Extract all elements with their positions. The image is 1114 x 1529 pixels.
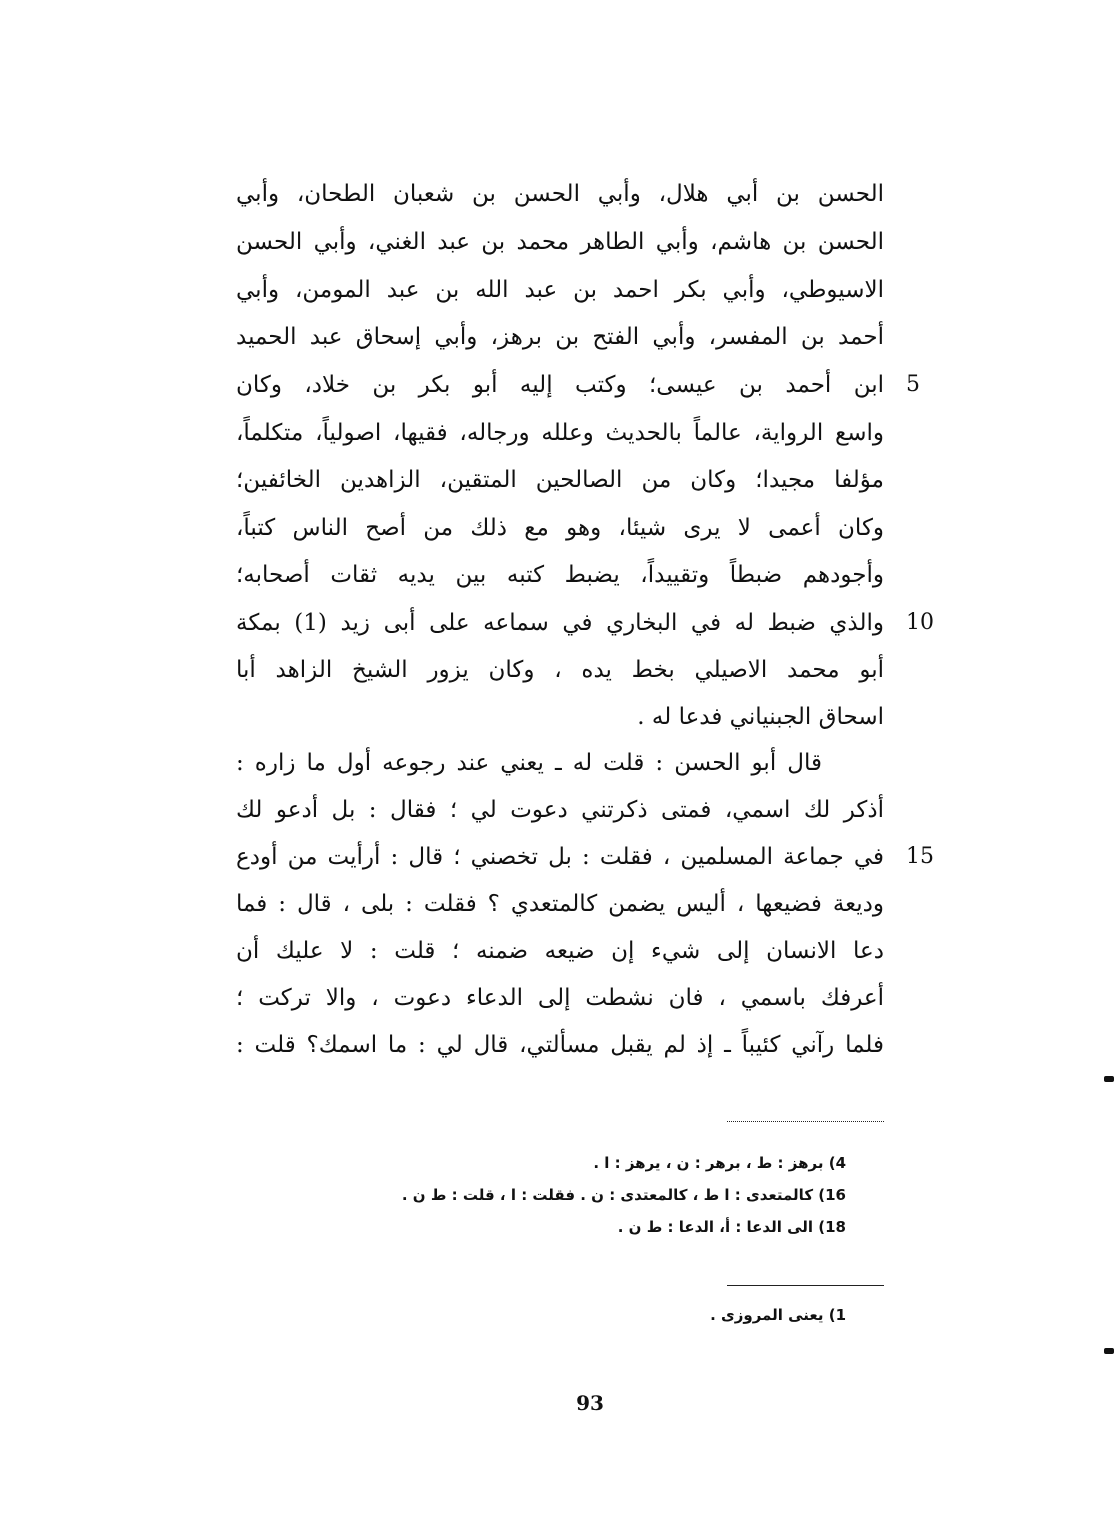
text-line: الحسن بن أبي هلال، وأبي الحسن بن شعبان الطحان، وأبي [236,181,884,207]
text-line: أبو محمد الاصيلي بخط يده ، وكان يزور الشيخ الزاهد أبا [236,657,884,683]
text-line: أحمد بن المفسر، وأبي الفتح بن برهز، وأبي إسحاق عبد الحميد [236,324,884,350]
text-line: قال أبو الحسن : قلت له ـ يعني عند رجوعه أول ما زاره : [236,750,822,776]
footnote: 1) يعنى المروزى . [710,1306,846,1324]
line-number: 10 [906,610,934,635]
scan-edge-mark [1104,1076,1114,1082]
text-line: دعا الانسان إلى شيء إن ضيعه ضمنه ؛ قلت : لا عليك أن [236,938,884,964]
text-line: الاسيوطي، وأبي بكر احمد بن عبد الله بن عبد المومن، وأبي [236,277,884,303]
page-number: 93 [576,1391,604,1415]
text-line: واسع الرواية، عالماً بالحديث وعلله ورجاله، فقيها، اصولياً، متكلماً، [236,420,884,446]
text-line: والذي ضبط له في البخاري في سماعه على أبى زيد (1) بمكة [236,610,884,636]
text-line: اسحاق الجبنياني فدعا له . [637,704,884,730]
scan-edge-mark [1104,1348,1114,1354]
variant-note: 4) برهز : ط ، برهر : ن ، يرهز : ا . [593,1154,846,1172]
text-line: أعرفك باسمي ، فان نشطت إلى الدعاء دعوت ، والا تركت ؛ [236,985,884,1011]
text-line: ابن أحمد بن عيسى؛ وكتب إليه أبو بكر بن خلاد، وكان [236,372,884,398]
variant-note: 16) كالمتعدى : ا ط ، كالمعتدى : ن . فقلت : ا ، قلت : ط ن . [401,1186,846,1204]
footnote-divider [727,1285,884,1286]
variant-note: 18) الى الدعا : أ، الدعا : ط ن . [617,1218,846,1236]
text-line: الحسن بن هاشم، وأبي الطاهر محمد بن عبد الغني، وأبي الحسن [236,229,884,255]
text-line: أذكر لك اسمي، فمتى ذكرتني دعوت لي ؛ فقال : بل أدعو لك [236,797,884,823]
text-line: في جماعة المسلمين ، فقلت : بل تخصني ؛ قال : أرأيت من أودع [236,844,884,870]
text-line: وديعة فضيعها ، أليس يضمن كالمتعدي ؟ فقلت : بلى ، قال : فما [236,891,884,917]
text-line: وأجودهم ضبطاً وتقييداً، يضبط كتبه بين يديه ثقات أصحابه؛ [236,562,884,588]
text-line: وكان أعمى لا يرى شيئا، وهو مع ذلك من أصح الناس كتباً، [236,515,884,541]
line-number: 15 [906,844,934,869]
footnote-divider-dotted [727,1121,884,1122]
text-line: مؤلفا مجيدا؛ وكان من الصالحين المتقين، الزاهدين الخائفين؛ [236,467,884,493]
line-number: 5 [906,372,920,397]
text-line: فلما رآني كئيباً ـ إذ لم يقبل مسألتي، قال لي : ما اسمك؟ قلت : [236,1032,884,1058]
